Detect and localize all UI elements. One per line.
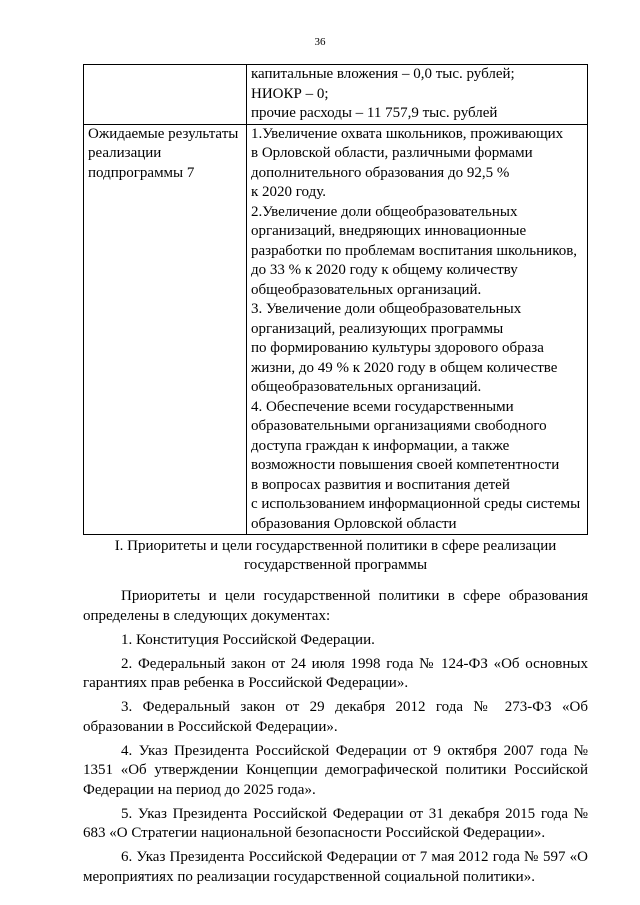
table-row	[84, 124, 588, 535]
page-number: 36	[314, 36, 326, 48]
result-line: 2.Увеличение доли общеобразовательных	[250, 203, 518, 220]
result-line: к 2020 году.	[250, 184, 326, 200]
expected-results-cell	[246, 124, 587, 535]
funding-line: капитальные вложения – 0,0 тыс. рублей;	[250, 66, 515, 82]
result-line: общеобразовательных организаций.	[250, 281, 482, 298]
body-text	[83, 587, 588, 887]
result-line: дополнительного образования до 92,5 %	[250, 164, 510, 181]
section-title	[83, 537, 588, 575]
funding-line: прочие расходы – 11 757,9 тыс. рублей	[250, 105, 498, 121]
result-line: общеобразовательных организаций.	[250, 379, 482, 395]
paragraph: 4. Указ Президента Российской Федерации от 9 октября 2007 года № 1351 «Об утверждении Концепции демографической политики Российской Федерации на период до 2025 года».	[83, 742, 588, 798]
result-line: до 33 % к 2020 году к общему количеству	[250, 262, 518, 278]
result-line: жизни, до 49 % к 2020 году в общем количестве	[250, 359, 558, 376]
result-line: разработки по проблемам воспитания школьников,	[250, 242, 578, 259]
label-line: Ожидаемые результаты	[88, 125, 239, 142]
subprogram-table	[83, 64, 588, 535]
paragraph: 5. Указ Президента Российской Федерации от 31 декабря 2015 года № 683 «О Стратегии национальной безопасности Российской Федерации».	[83, 805, 588, 841]
result-line: возможности повышения своей компетентности	[250, 457, 560, 473]
result-line: организаций, реализующих программы	[250, 320, 504, 337]
result-line: в Орловской области, различными формами	[250, 145, 533, 161]
paragraph: 2. Федеральный закон от 24 июля 1998 года № 124-ФЗ «Об основных гарантиях прав ребенка в Российской Федерации».	[83, 655, 588, 691]
result-line: образовательными организациями свободного	[250, 418, 547, 434]
funding-line: НИОКР – 0;	[250, 85, 329, 102]
paragraph: 6. Указ Президента Российской Федерации от 7 мая 2012 года № 597 «О мероприятиях по реализации государственной социальной политики».	[83, 849, 588, 885]
result-line: с использованием информационной среды системы	[250, 496, 581, 512]
result-line: 4. Обеспечение всеми государственными	[250, 398, 514, 415]
result-line: 1.Увеличение охвата школьников, проживающих	[250, 125, 564, 142]
result-line: доступа граждан к информации, а также	[250, 437, 510, 454]
result-line: образования Орловской области	[250, 515, 457, 532]
result-line: 3. Увеличение доли общеобразовательных	[250, 301, 522, 317]
paragraph: Приоритеты и цели государственной политики в сфере образования определены в следующих документах:	[83, 588, 588, 624]
paragraph: 3. Федеральный закон от 29 декабря 2012 года № 273-ФЗ «Об образовании в Российской Федерации».	[83, 699, 588, 735]
funding-cell	[246, 65, 587, 125]
section-title-line: государственной программы	[243, 557, 428, 573]
result-line: организаций, внедряющих инновационные	[250, 223, 527, 239]
label-line: подпрограммы 7	[88, 164, 195, 181]
expected-results-label-cell	[84, 124, 247, 535]
section-title-line: I. Приоритеты и цели государственной политики в сфере реализации	[114, 538, 557, 554]
table-row	[84, 65, 588, 125]
result-line: по формированию культуры здорового образа	[250, 340, 544, 356]
label-line: реализации	[88, 145, 162, 161]
table-cell-empty	[84, 65, 247, 125]
paragraph: 1. Конституция Российской Федерации.	[121, 631, 375, 648]
result-line: в вопросах развития и воспитания детей	[250, 476, 510, 493]
